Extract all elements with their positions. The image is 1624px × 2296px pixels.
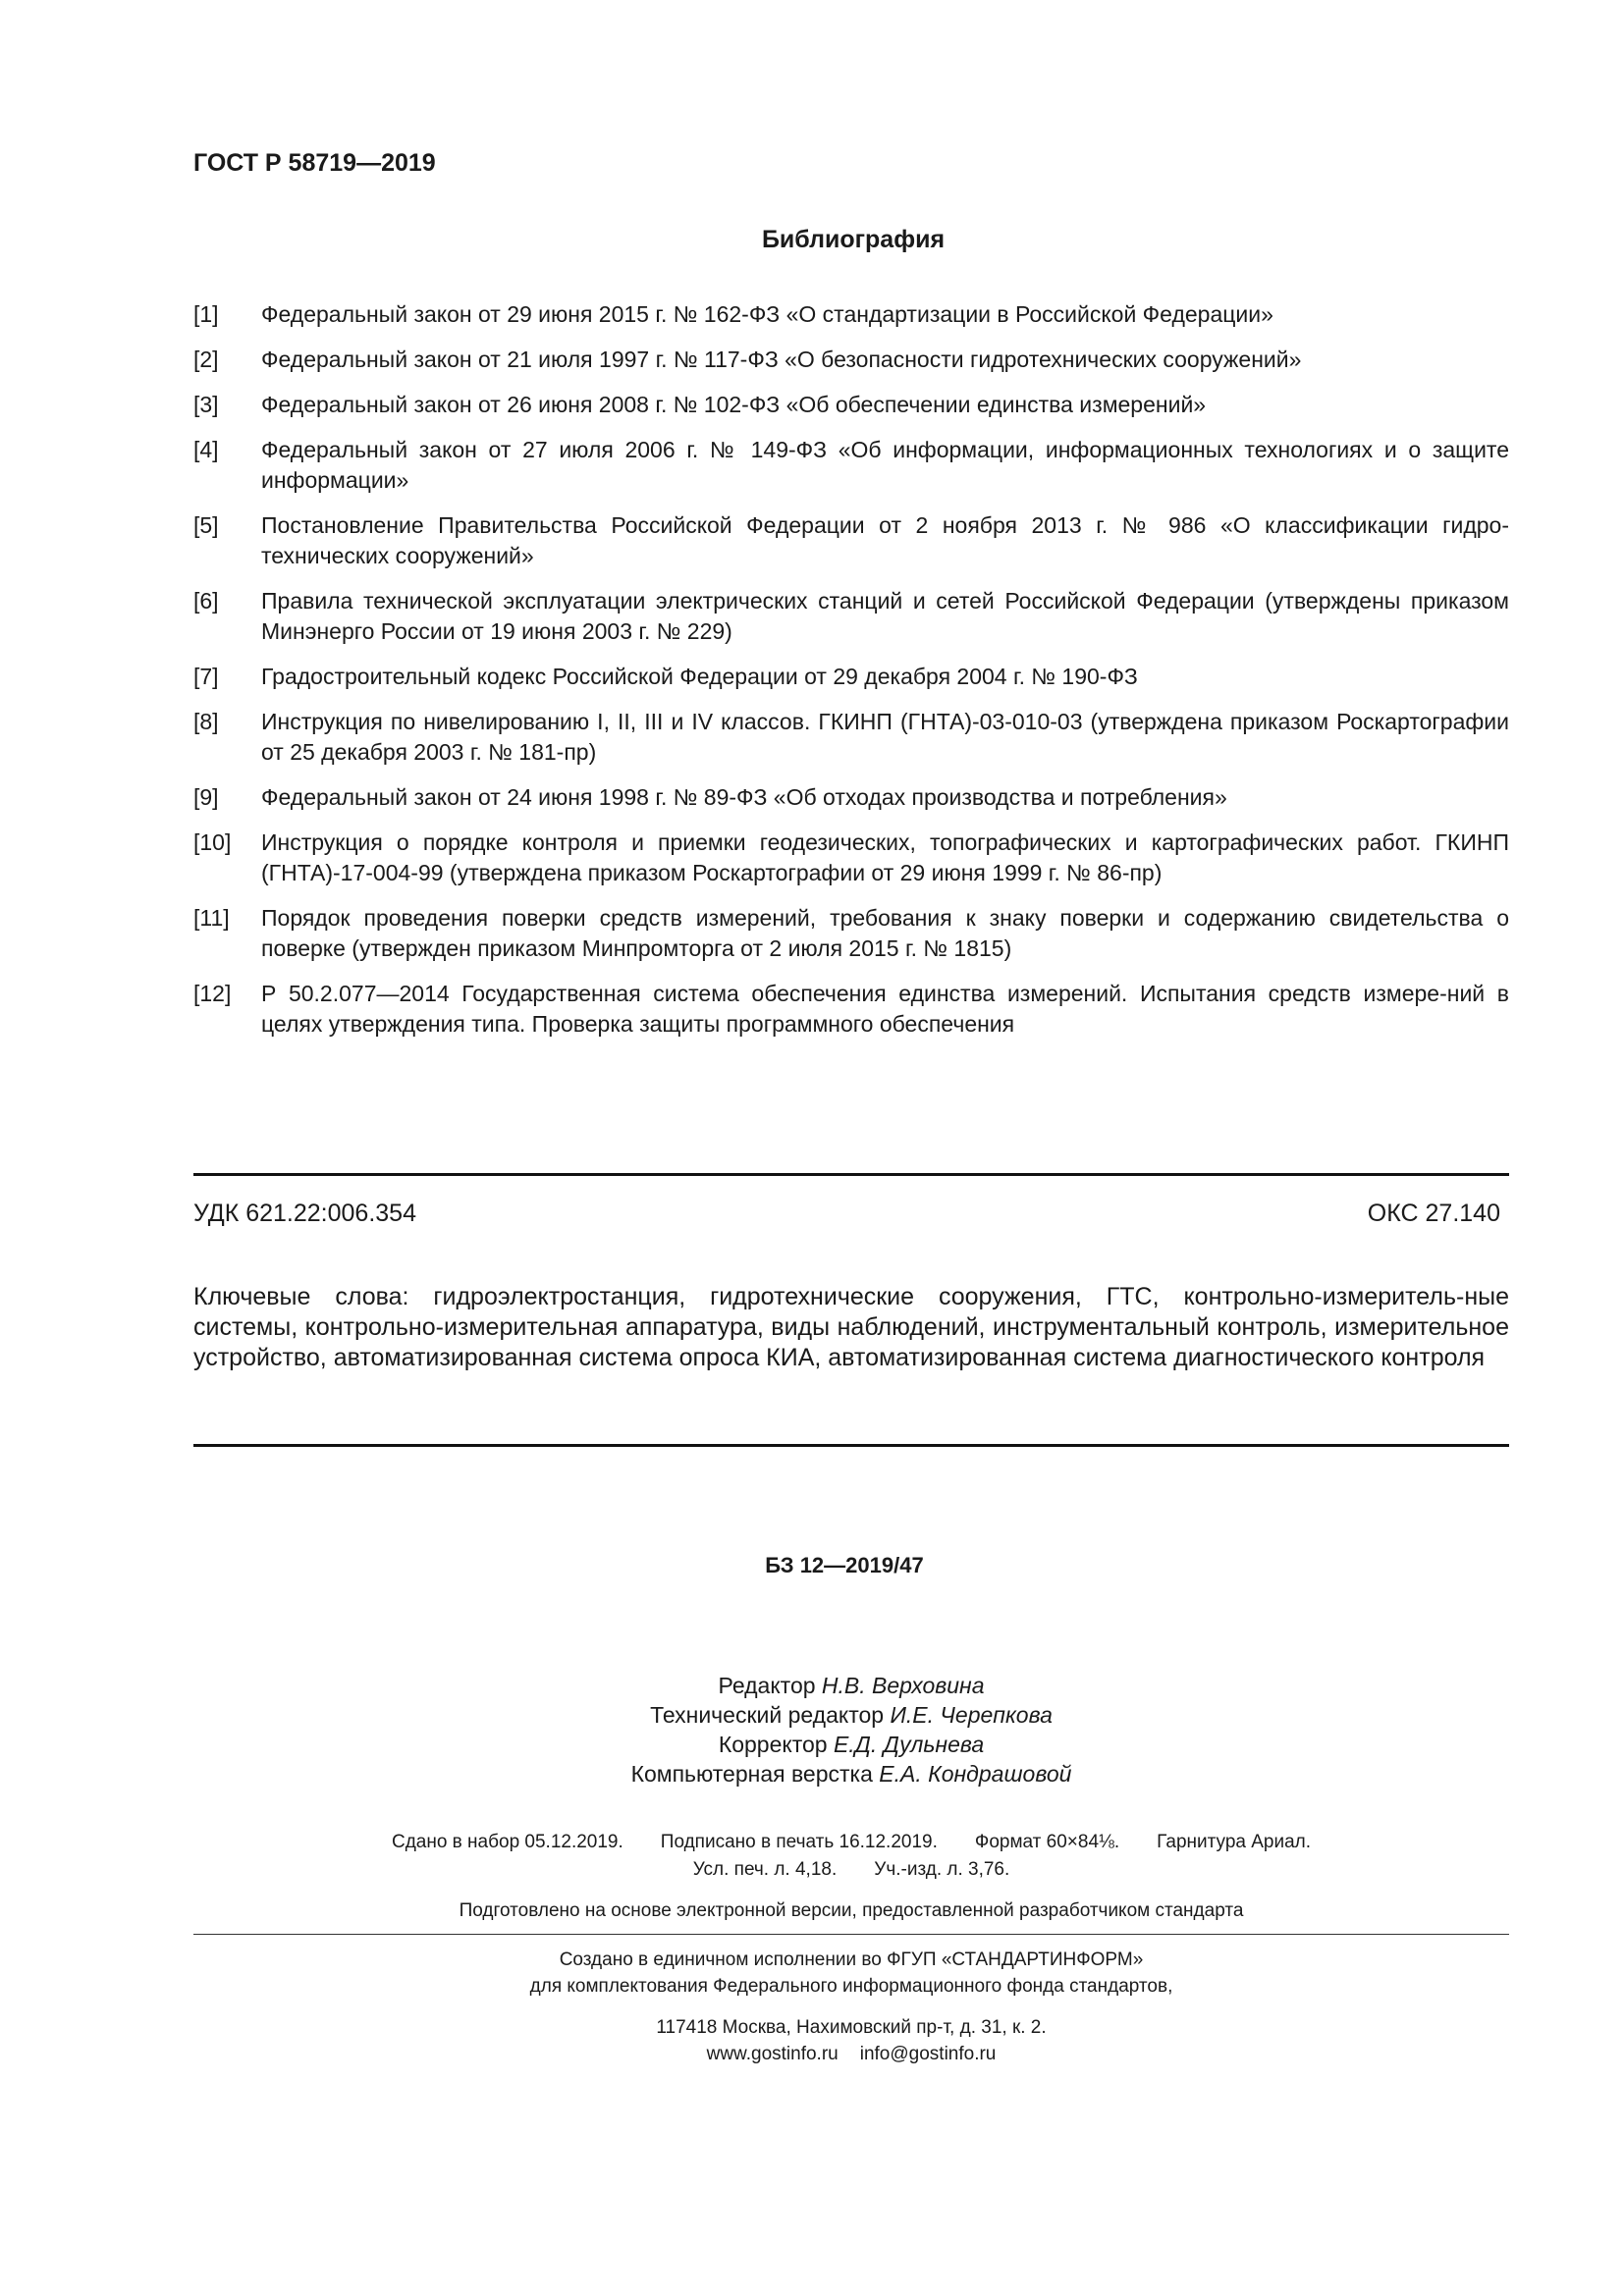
item-text: Правила технической эксплуатации электрических станций и сетей Российской Федерации (утверждены приказом Минэнерго России от 19 июня 2003 г. № 229) (261, 588, 1509, 644)
bibliography-item (193, 510, 1509, 571)
imprint-typeface: Гарнитура Ариал. (1157, 1832, 1312, 1852)
item-text: Порядок проведения поверки средств измерений, требования к знаку поверки и содержанию свидетельства о поверке (утвержден приказом Минпромторга от 2 июля 2015 г. № 1815) (261, 905, 1509, 961)
item-number: [9] (193, 784, 219, 810)
imprint-typeset-date: Сдано в набор 05.12.2019. (391, 1832, 623, 1852)
prepared-note: Подготовлено на основе электронной версии, предоставленной разработчиком стандарта (459, 1900, 1244, 1921)
credit-line (79, 1671, 1624, 1700)
divider-thin (193, 1934, 1509, 1935)
imprint-line (79, 1829, 1624, 1856)
item-text: Инструкция о порядке контроля и приемки геодезических, топографических и картографических работ. ГКИНП (ГНТА)-17-004-99 (утверждена приказом Роскартографии от 29 июня 1999 г. № 86-пр) (261, 829, 1509, 885)
bibliography-title: Библиография (761, 226, 946, 253)
item-number: [8] (193, 709, 219, 734)
item-number: [12] (193, 981, 232, 1006)
item-number: [7] (193, 664, 219, 689)
bibliography-item (193, 345, 1509, 375)
item-text: Инструкция по нивелированию I, II, III и IV классов. ГКИНП (ГНТА)-03-010-03 (утверждена приказом Роскартографии от 25 декабря 2003 г. № 181-пр) (261, 709, 1509, 765)
bibliography-item (193, 782, 1509, 813)
bz-number: БЗ 12—2019/47 (765, 1553, 924, 1577)
imprint (0, 1829, 1624, 1884)
publisher-created: Создано в единичном исполнении во ФГУП «СТАНДАРТИНФОРМ» (559, 1949, 1144, 1970)
credit-name: Е.А. Кондрашовой (879, 1761, 1072, 1787)
item-number: [4] (193, 437, 219, 462)
imprint-pub-sheets: Уч.-изд. л. 3,76. (874, 1859, 1010, 1880)
bibliography-item (193, 903, 1509, 964)
item-text: Федеральный закон от 21 июля 1997 г. № 117-ФЗ «О безопасности гидротехнических сооружений» (261, 347, 1302, 372)
imprint-line (79, 1856, 1624, 1884)
bibliography-item (193, 828, 1509, 888)
item-number: [5] (193, 512, 219, 538)
item-text: Р 50.2.077—2014 Государственная система обеспечения единства измерений. Испытания средств измере-ний в целях утверждения типа. Проверка защиты программного обеспечения (261, 981, 1509, 1037)
credit-line (79, 1759, 1624, 1789)
oks-code: ОКС 27.140 (1367, 1200, 1500, 1227)
bibliography-item (193, 435, 1509, 496)
item-number: [10] (193, 829, 232, 855)
imprint-print-date: Подписано в печать 16.12.2019. (660, 1832, 938, 1852)
credit-line (79, 1730, 1624, 1759)
bibliography-item (193, 299, 1509, 330)
publisher-address: 117418 Москва, Нахимовский пр-т, д. 31, к. 2. (656, 2017, 1047, 2038)
credit-role: Редактор (718, 1673, 816, 1698)
email-link[interactable]: info@gostinfo.ru (859, 2044, 997, 2064)
credit-role: Корректор (718, 1732, 828, 1757)
keywords: Ключевые слова: гидроэлектростанция, гидротехнические сооружения, ГТС, контрольно-измеритель-ные системы, контрольно-измерительная аппаратура, виды наблюдений, инструментальный контроль, измерительное устройство, автоматизированная система опроса КИА, автоматизированная система диагностического контроля (193, 1283, 1509, 1371)
credit-name: Е.Д. Дульнева (833, 1732, 985, 1757)
credit-role: Компьютерная верстка (630, 1761, 873, 1787)
bibliography-item (193, 586, 1509, 647)
website-link[interactable]: www.gostinfo.ru (706, 2044, 839, 2064)
credit-name: И.Е. Черепкова (890, 1702, 1053, 1728)
publisher-contacts (79, 2041, 1624, 2067)
item-text: Федеральный закон от 27 июля 2006 г. № 149-ФЗ «Об информации, информационных технологиях и о защите информации» (261, 437, 1509, 493)
bibliography-list (193, 299, 1509, 1054)
item-number: [6] (193, 588, 219, 614)
publisher-purpose: для комплектования Федерального информационного фонда стандартов, (529, 1976, 1173, 1997)
item-number: [2] (193, 347, 219, 372)
divider-bottom (193, 1444, 1509, 1447)
item-text: Федеральный закон от 26 июня 2008 г. № 102-ФЗ «Об обеспечении единства измерений» (261, 392, 1207, 417)
credits (0, 1671, 1624, 1789)
credit-name: Н.В. Верховина (821, 1673, 985, 1698)
udk-code: УДК 621.22:006.354 (193, 1200, 416, 1227)
publisher-address-block (0, 2014, 1624, 2067)
item-number: [11] (193, 905, 230, 931)
item-text: Постановление Правительства Российской Федерации от 2 ноября 2013 г. № 986 «О классификации гидро-технических сооружений» (261, 512, 1509, 568)
item-number: [1] (193, 301, 219, 327)
bibliography-item (193, 390, 1509, 420)
imprint-print-sheets: Усл. печ. л. 4,18. (692, 1859, 838, 1880)
credit-line (79, 1700, 1624, 1730)
imprint-format: Формат 60×84⅛. (974, 1832, 1120, 1852)
item-number: [3] (193, 392, 219, 417)
bibliography-item (193, 979, 1509, 1040)
item-text: Федеральный закон от 29 июня 2015 г. № 162-ФЗ «О стандартизации в Российской Федерации» (261, 301, 1273, 327)
divider-top (193, 1173, 1509, 1176)
credit-role: Технический редактор (650, 1702, 885, 1728)
bibliography-item (193, 662, 1509, 692)
document-code: ГОСТ Р 58719—2019 (193, 149, 436, 177)
bibliography-item (193, 707, 1509, 768)
item-text: Федеральный закон от 24 июня 1998 г. № 89-ФЗ «Об отходах производства и потребления» (261, 784, 1227, 810)
item-text: Градостроительный кодекс Российской Федерации от 29 декабря 2004 г. № 190-ФЗ (261, 664, 1138, 689)
publisher-info (0, 1947, 1624, 2000)
